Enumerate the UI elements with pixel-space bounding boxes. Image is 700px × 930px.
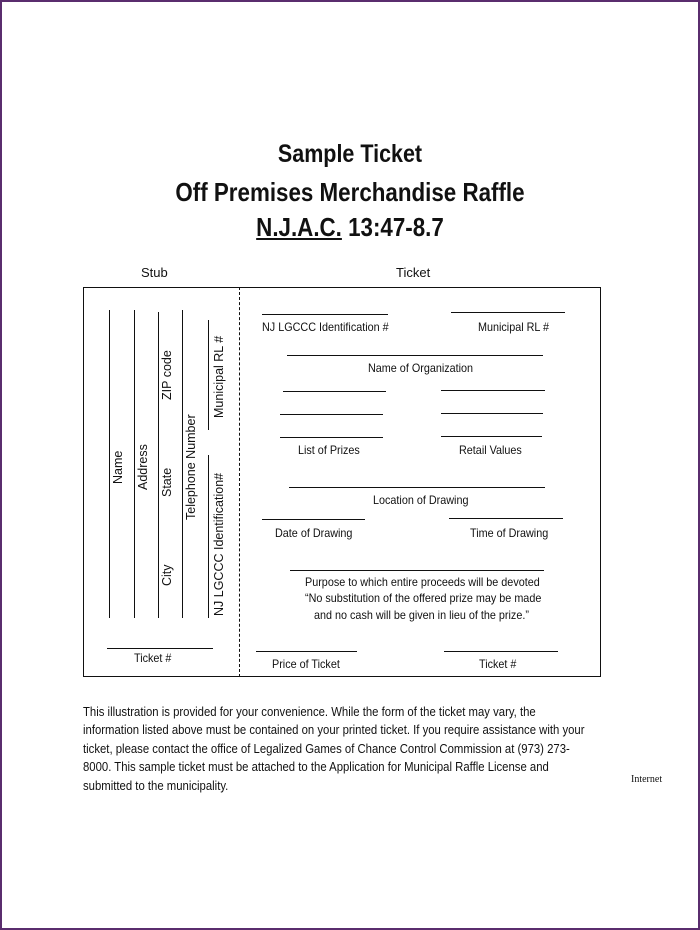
stub-address-line [134, 310, 135, 618]
stub-lgccc-id-line [208, 455, 209, 618]
organization-label: Name of Organization [368, 361, 474, 375]
ticket-number-label: Ticket # [479, 657, 517, 671]
time-label: Time of Drawing [470, 526, 549, 540]
stub-city-label: City [160, 564, 174, 586]
source-credit: Internet [631, 774, 663, 785]
stub-ticket-number-label: Ticket # [134, 651, 172, 665]
instructions-paragraph: This illustration is provided for your convenience. While the form of the ticket may vary, the information listed above must be contained on your printed ticket. If you require assistance with your ticket, please contact the office of Legalized Games of Chance Control Commission at (973) 273-8000. This sample ticket must be attached to the Application for Municipal Raffle License and submitted to the municipality. [83, 705, 585, 793]
prize-line-1 [283, 391, 386, 392]
stub-state-label: State [160, 467, 174, 497]
lgccc-id-label: NJ LGCCC Identification # [262, 320, 389, 334]
municipal-rl-line [451, 312, 565, 313]
value-line-3 [441, 436, 542, 437]
stub-telephone-label: Telephone Number [184, 414, 198, 520]
location-label: Location of Drawing [373, 493, 469, 507]
perforation-line [239, 287, 240, 677]
stub-telephone-line [182, 310, 183, 618]
stub-name-line [109, 310, 110, 618]
stub-municipal-rl-line [208, 320, 209, 430]
prize-line-3 [280, 437, 383, 438]
organization-line [287, 355, 543, 356]
stub-name-label: Name [111, 450, 125, 484]
regulation-number: 13:47-8.7 [341, 212, 444, 242]
prizes-label: List of Prizes [298, 443, 360, 457]
disclaimer-line-1: “No substitution of the offered prize may be made [305, 591, 542, 605]
value-line-1 [441, 390, 545, 391]
stub-address-label: Address [136, 444, 150, 490]
stub-ticket-number-line [107, 648, 213, 649]
municipal-rl-label: Municipal RL # [478, 320, 550, 334]
stub-municipal-rl-label: Municipal RL # [212, 335, 226, 418]
lgccc-id-line [262, 314, 388, 315]
stub-city-state-zip-line [158, 312, 159, 618]
price-line [256, 651, 357, 652]
date-line [262, 519, 365, 520]
page-subtitle: Off Premises Merchandise Raffle [175, 177, 525, 207]
regulation-reference [49, 212, 651, 243]
page-title: Sample Ticket [277, 140, 423, 168]
location-line [289, 487, 545, 488]
ticket-number-line [444, 651, 558, 652]
prize-line-2 [280, 414, 383, 415]
retail-values-label: Retail Values [459, 443, 522, 457]
regulation-code: N.J.A.C. [256, 212, 342, 242]
purpose-label: Purpose to which entire proceeds will be devoted [305, 575, 540, 589]
disclaimer-line-2: and no cash will be given in lieu of the prize.” [314, 608, 529, 622]
stub-heading: Stub [141, 265, 168, 280]
time-line [449, 518, 563, 519]
ticket-heading: Ticket [396, 265, 431, 280]
price-label: Price of Ticket [272, 657, 340, 671]
stub-lgccc-id-label: NJ LGCCC Identification# [212, 472, 226, 616]
date-label: Date of Drawing [275, 526, 353, 540]
value-line-2 [441, 413, 543, 414]
purpose-line [290, 570, 544, 571]
stub-zip-label: ZIP code [160, 350, 174, 400]
